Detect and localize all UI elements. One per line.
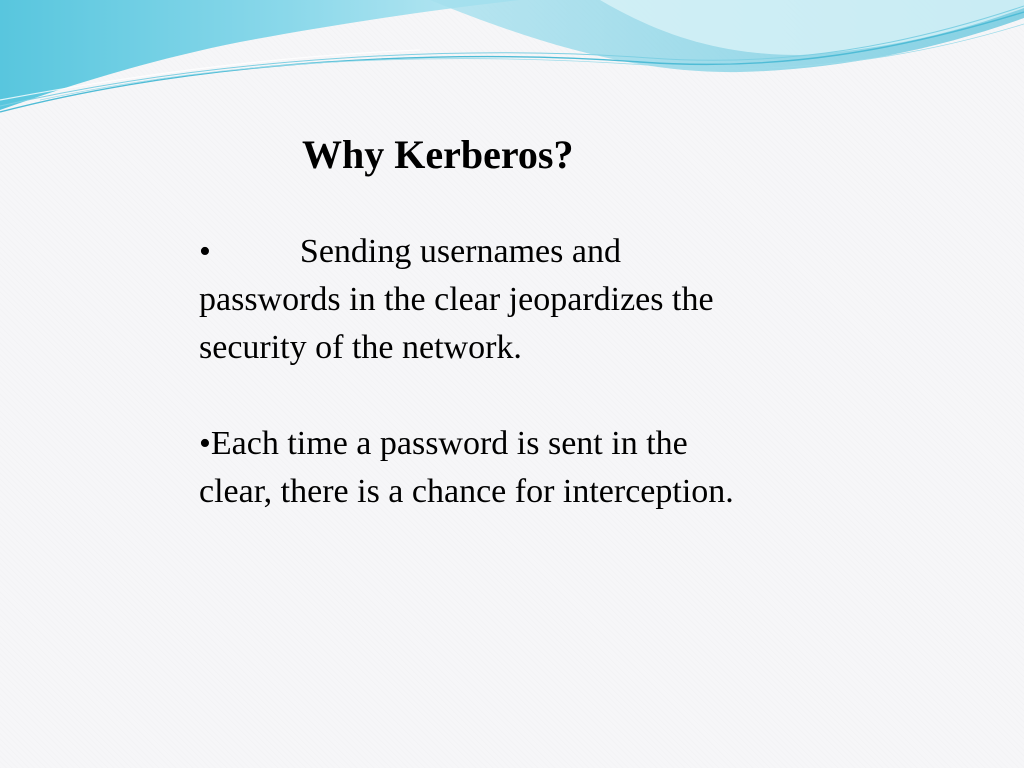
bullet-item bbox=[199, 228, 759, 372]
slide-title: Why Kerberos? bbox=[302, 132, 574, 177]
bullet-marker: • bbox=[199, 233, 211, 270]
bullet-text: Sending usernames and passwords in the clear jeopardizes the security of the network. bbox=[199, 233, 714, 366]
bullet-text: Each time a password is sent in the clear, there is a chance for interception. bbox=[199, 425, 734, 510]
bullet-list bbox=[199, 228, 759, 516]
bullet-marker: • bbox=[199, 425, 211, 462]
decorative-wave-header bbox=[0, 0, 1024, 130]
bullet-item bbox=[199, 420, 759, 516]
